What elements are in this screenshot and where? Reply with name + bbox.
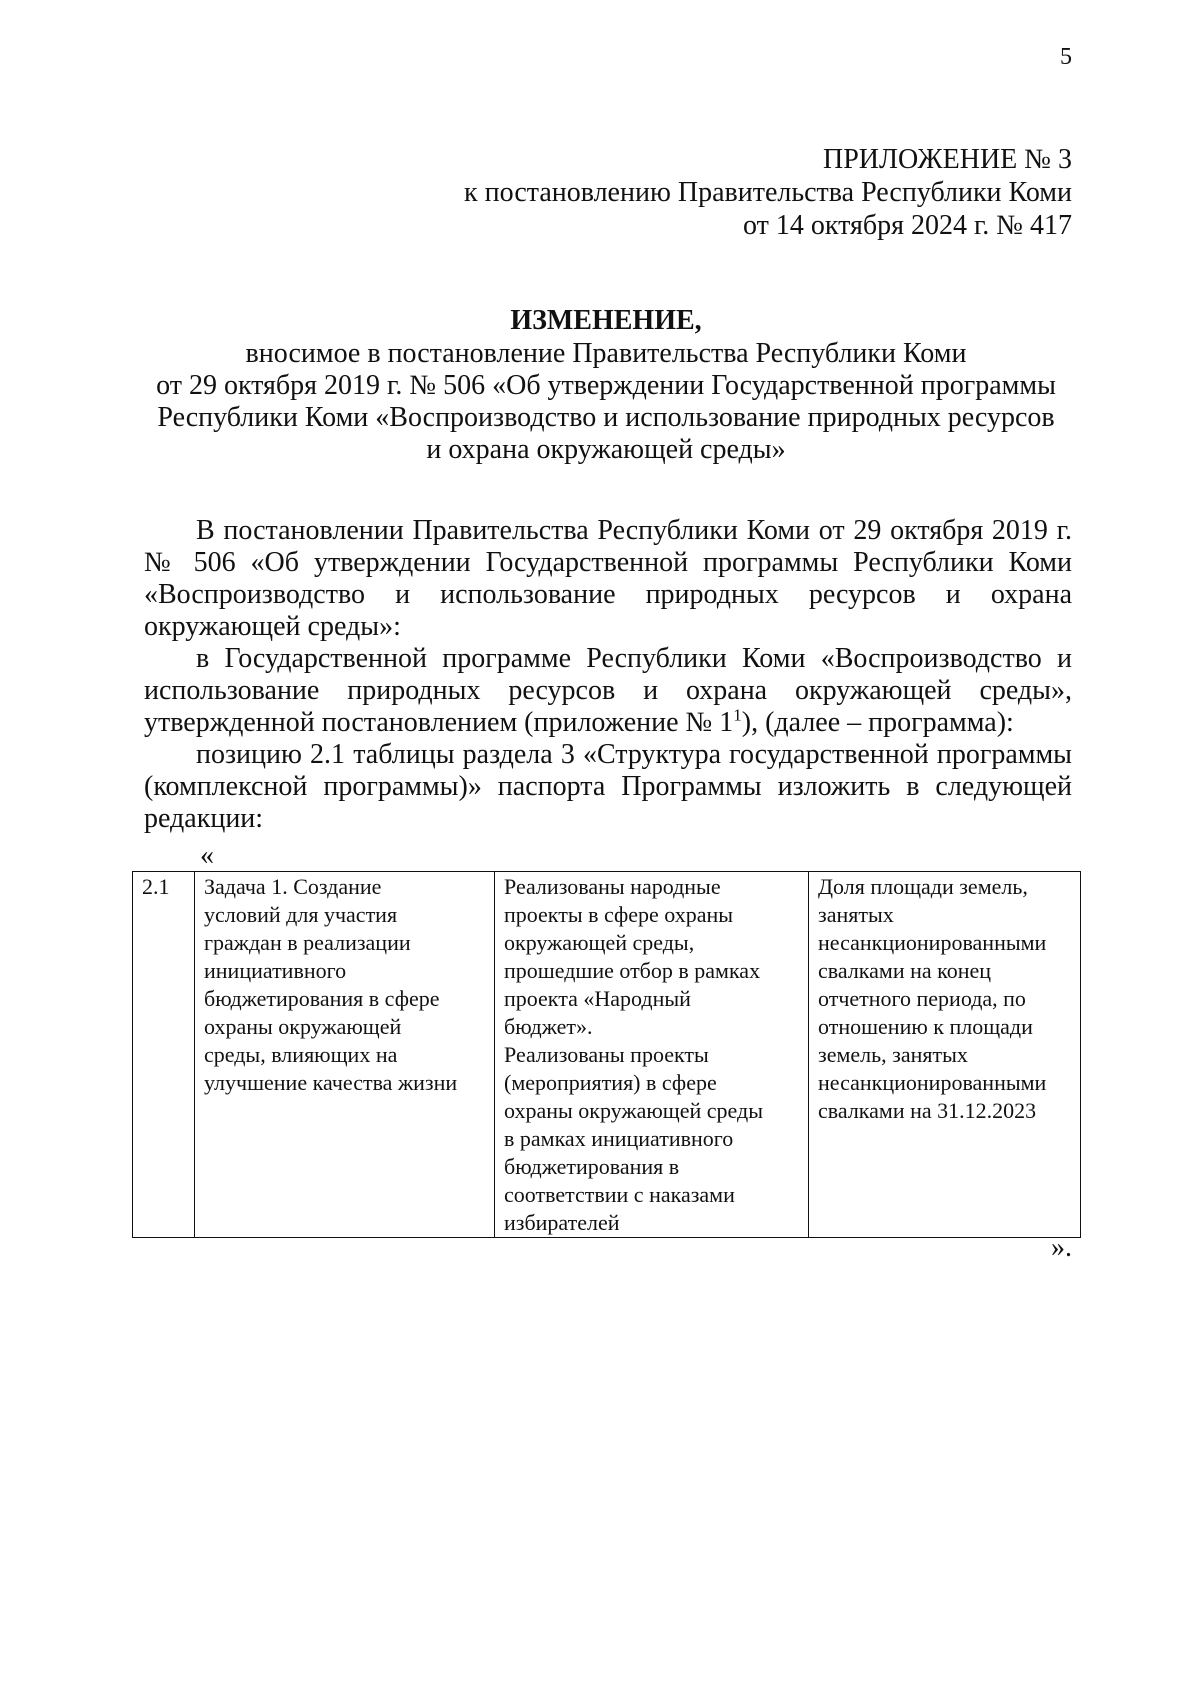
indicator-cell [809, 872, 1081, 1238]
paragraph-2-tail: ), (далее – программа): [741, 707, 1014, 738]
position-number-cell: 2.1 [133, 872, 195, 1238]
document-title: ИЗМЕНЕНИЕ, [510, 305, 702, 336]
appendix-header [464, 143, 1072, 242]
cell-line: занятых [818, 902, 894, 927]
heading-line-4: и охрана окружающей среды» [426, 434, 786, 465]
cell-line: бюджетирования в [504, 1154, 680, 1179]
cell-line: земель, занятых [818, 1042, 968, 1067]
appendix-date: от 14 октября 2024 г. № 417 [742, 210, 1072, 241]
cell-line: отчетного периода, по [818, 986, 1026, 1011]
appendix-title: ПРИЛОЖЕНИЕ № 3 [823, 144, 1072, 175]
cell-line: бюджетирования в сфере [204, 986, 440, 1011]
table-row [133, 872, 1081, 1238]
heading-line-1: вносимое в постановление Правительства Республики Коми [245, 338, 967, 369]
cell-line: среды, влияющих на [204, 1042, 398, 1067]
cell-line: (мероприятия) в сфере [504, 1070, 717, 1095]
cell-line: граждан в реализации [204, 930, 411, 955]
appendix-reference: к постановлению Правительства Республики Коми [464, 177, 1072, 208]
cell-line: несанкционированными [818, 930, 1047, 955]
footnote-mark: 1 [733, 705, 742, 725]
cell-line: Доля площади земель, [818, 874, 1028, 899]
task-cell [195, 872, 495, 1238]
cell-line: проекты в сфере охраны [504, 902, 734, 927]
cell-line: несанкционированными [818, 1070, 1047, 1095]
opening-quote: « [200, 840, 214, 871]
cell-line: свалками на 31.12.2023 [818, 1098, 1037, 1123]
results-cell [495, 872, 809, 1238]
cell-line: окружающей среды, [504, 930, 695, 955]
cell-line: прошедшие отбор в рамках [504, 958, 761, 983]
cell-line: условий для участия [204, 902, 398, 927]
cell-line: охраны окружающей [204, 1014, 402, 1039]
cell-line: отношению к площади [818, 1014, 1033, 1039]
cell-line: инициативного [204, 958, 347, 983]
cell-line: в рамках инициативного [504, 1126, 734, 1151]
page-number: 5 [1060, 44, 1072, 70]
body-paragraph-1: В постановлении Правительства Республики Коми от 29 октября 2019 г. № 506 «Об утверждении Государственной программы Республики Коми «Воспроизводство и использование природных ресурсов и охрана окружающей среды»: [144, 515, 1072, 642]
body-paragraph-3: позицию 2.1 таблицы раздела 3 «Структура государственной программы (комплексной программы)» паспорта Программы изложить в следующей редакции: [144, 739, 1072, 834]
cell-line: бюджет». [504, 1014, 593, 1039]
body-paragraph-2 [144, 643, 1072, 739]
cell-line: Реализованы народные [504, 874, 721, 899]
heading-line-2: от 29 октября 2019 г. № 506 «Об утверждении Государственной программы [156, 370, 1056, 401]
cell-line: соответствии с наказами [504, 1182, 735, 1207]
amendment-table [132, 871, 1081, 1238]
cell-line: свалками на конец [818, 958, 992, 983]
paragraph-2-text: в Государственной программе Республики Коми «Воспроизводство и использование природных ресурсов и охрана окружающей среды», утвержденной постановлением (приложение № 1 [144, 643, 1072, 738]
closing-quote: ». [1051, 1232, 1072, 1263]
document-heading [140, 305, 1072, 466]
cell-line: охраны окружающей среды [504, 1098, 763, 1123]
cell-line: Реализованы проекты [504, 1042, 709, 1067]
heading-line-3: Республики Коми «Воспроизводство и использование природных ресурсов [157, 402, 1055, 433]
cell-line: проекта «Народный [504, 986, 691, 1011]
cell-line: избирателей [504, 1210, 620, 1235]
document-body [144, 515, 1072, 835]
cell-line: улучшение качества жизни [204, 1070, 458, 1095]
cell-line: Задача 1. Создание [204, 874, 382, 899]
